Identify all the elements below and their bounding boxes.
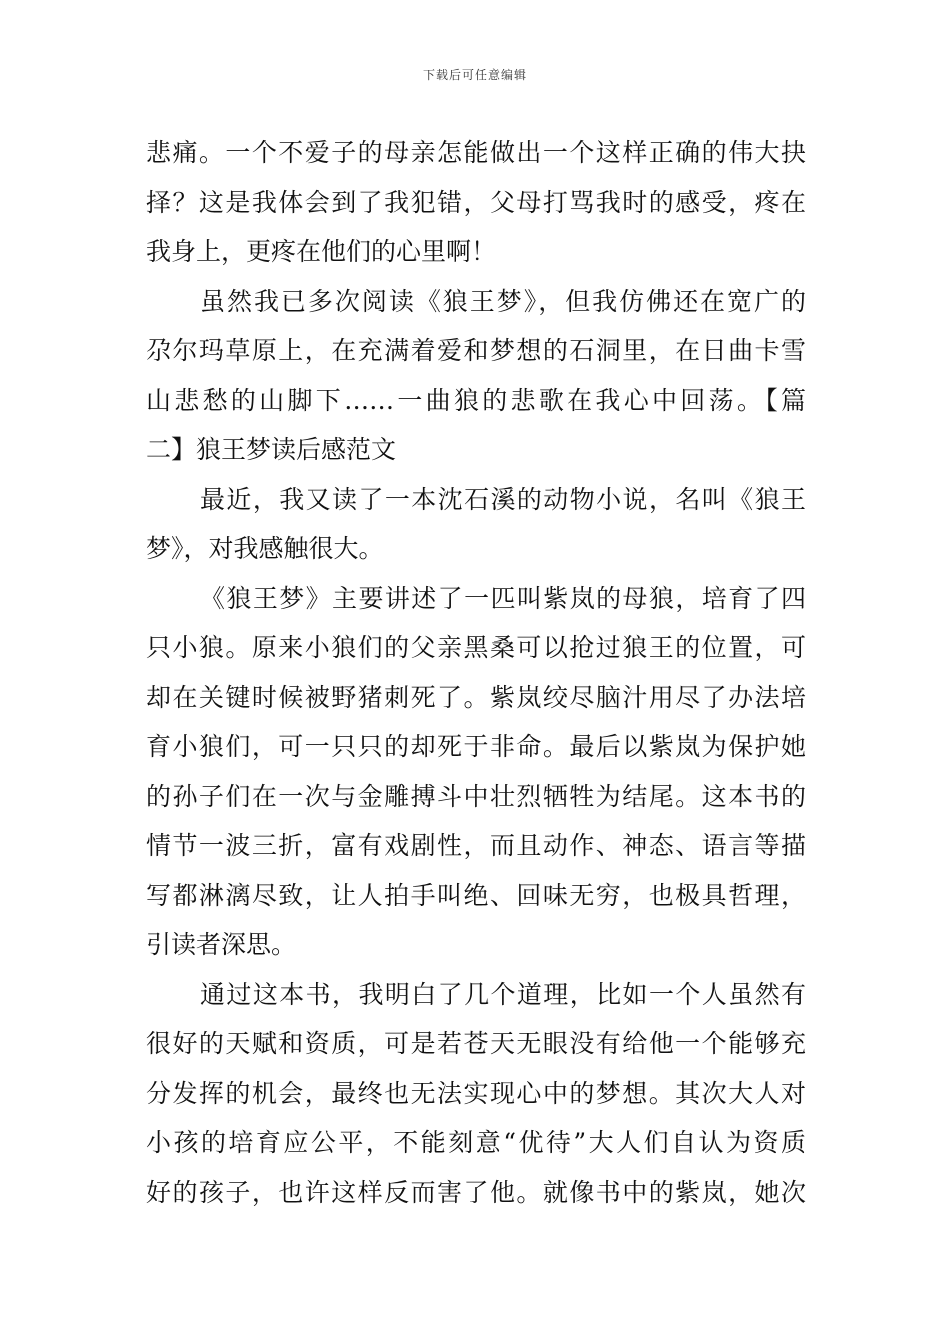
- paragraph-start-line: 最近，我又读了一本沈石溪的动物小说，名叫《狼王: [200, 484, 806, 514]
- text-line: 很好的天赋和资质，可是若苍天无眼没有给他一个能够充: [146, 1029, 806, 1058]
- text-line: 山悲愁的山脚下……一曲狼的悲歌在我心中回荡。【篇: [146, 385, 806, 415]
- text-line: 好的孩子，也许这样反而害了他。就像书中的紫岚，她次: [146, 1177, 806, 1207]
- text-line: 写都淋漓尽致，让人拍手叫绝、回味无穷，也极具哲理，: [146, 880, 806, 910]
- text-line: 只小狼。原来小狼们的父亲黑桑可以抢过狼王的位置，可: [146, 633, 806, 662]
- text-line: 分发挥的机会，最终也无法实现心中的梦想。其次大人对: [146, 1078, 806, 1108]
- paragraph-start-line: 通过这本书，我明白了几个道理，比如一个人虽然有: [200, 979, 806, 1009]
- text-line: 梦》，对我感触很大。: [146, 534, 384, 563]
- text-line: 情节一波三折，富有戏剧性，而且动作、神态、语言等描: [146, 831, 806, 860]
- text-line: 却在关键时候被野猪刺死了。紫岚绞尽脑汁用尽了办法培: [146, 682, 806, 712]
- text-line: 尕尔玛草原上，在充满着爱和梦想的石洞里，在日曲卡雪: [146, 336, 806, 365]
- paragraph-start-line: 虽然我已多次阅读《狼王梦》，但我仿佛还在宽广的: [200, 286, 806, 316]
- text-line: 择？这是我体会到了我犯错，父母打骂我时的感受，疼在: [146, 187, 806, 217]
- text-line: 小孩的培育应公平，不能刻意“优待”大人们自认为资质: [146, 1128, 806, 1157]
- text-line: 引读者深思。: [146, 930, 297, 959]
- text-line: 我身上，更疼在他们的心里啊！: [146, 237, 497, 266]
- text-line: 育小狼们，可一只只的却死于非命。最后以紫岚为保护她: [146, 732, 806, 761]
- section-title-line: 二】狼王梦读后感范文: [146, 435, 397, 464]
- paragraph-start-line: 《狼王梦》主要讲述了一匹叫紫岚的母狼，培育了四: [200, 583, 806, 613]
- body-text: [146, 128, 806, 1217]
- text-line: 悲痛。一个不爱子的母亲怎能做出一个这样正确的伟大抉: [146, 138, 806, 167]
- page-header: 下载后可任意编辑: [422, 68, 527, 82]
- text-line: 的孙子们在一次与金雕搏斗中壮烈牺牲为结尾。这本书的: [146, 781, 806, 811]
